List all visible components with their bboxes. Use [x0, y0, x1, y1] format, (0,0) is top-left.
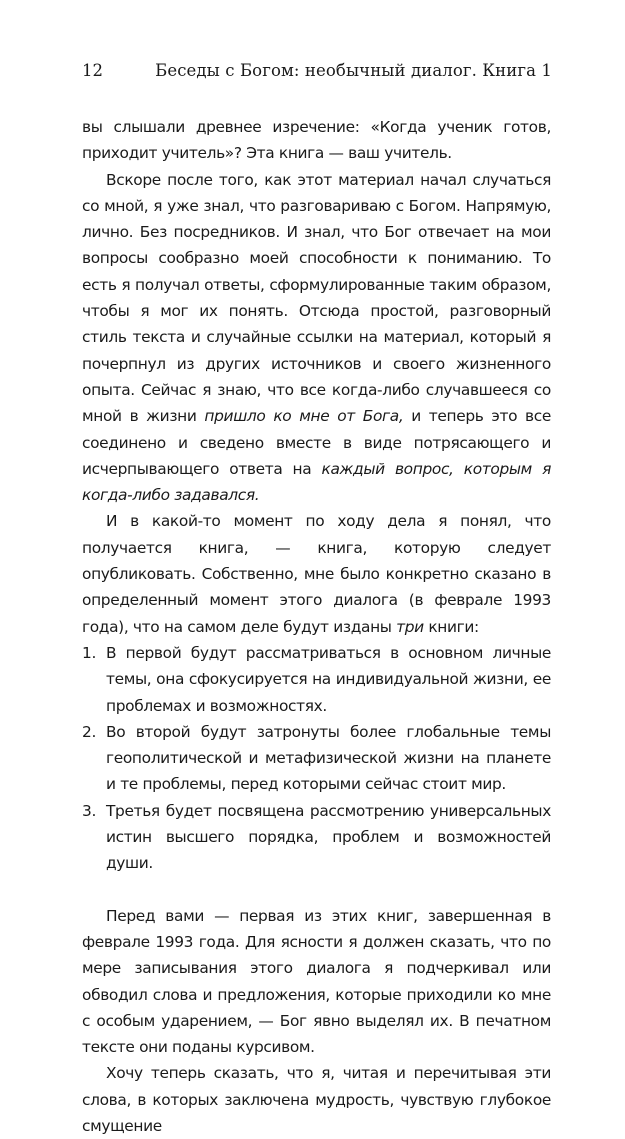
list-item-number: 2.	[82, 722, 96, 741]
page-body	[82, 114, 551, 1139]
paragraph-2-part-b: и теперь это все соединено и сведено вместе в виде потрясающего и исчерпывающего ответа на	[82, 407, 551, 478]
paragraph-3	[82, 508, 551, 639]
list-item-number: 1.	[82, 643, 96, 662]
paragraph-5: Хочу теперь сказать, что я, читая и перечитывая эти слова, в которых заключена мудрость, чувствую глубокое смущение	[82, 1064, 551, 1135]
paragraph-3-emphasis: три	[396, 617, 424, 636]
paragraph-2	[82, 167, 551, 509]
list-item	[82, 719, 551, 798]
list-item	[82, 640, 551, 719]
list-item	[82, 798, 551, 877]
running-header	[82, 58, 552, 84]
paragraph-2-part-a: Вскоре после того, как этот материал начал случаться со мной, я уже знал, что разговариваю с Богом. Напрямую, лично. Без посредников. И знал, что Бог отвечает на мои вопросы сообразно моей способности к пониманию. То есть я получал ответы, сформулированные таким образом, чтобы я мог их понять. Отсюда простой, разговорный стиль текста и случайные ссылки на материал, который я почерпнул из других источников и своего жизненного опыта. Сейчас я знаю, что все когда-либо случавшееся со мной в жизни	[82, 170, 551, 426]
running-title: Беседы с Богом: необычный диалог. Книга 1	[155, 61, 552, 80]
books-list	[82, 640, 551, 877]
list-item-text: Во второй будут затронуты более глобальные темы геополитической и метафизической жизни на планете и те проблемы, перед которыми сейчас стоит мир.	[106, 722, 551, 794]
page-number: 12	[82, 61, 103, 80]
paragraph-2-emphasis-1: пришло ко мне от Бога,	[204, 407, 404, 426]
paragraph-2-emphasis-2: каждый вопрос, которым я когда-либо задавался.	[82, 459, 551, 505]
paragraph-3-part-a: И в какой-то момент по ходу дела я понял, что получается книга, — книга, которую следует опубликовать. Собственно, мне было конкретно сказано в определенный момент этого диалога (в феврале 1993 года), что на самом деле будут изданы	[82, 512, 551, 636]
paragraph-3-part-b: книги:	[423, 617, 479, 636]
list-item-text: Третья будет посвящена рассмотрению универсальных истин высшего порядка, проблем и возможностей души.	[106, 801, 551, 873]
list-item-number: 3.	[82, 801, 96, 820]
paragraph-4: Перед вами — первая из этих книг, завершенная в феврале 1993 года. Для ясности я должен сказать, что по мере записывания этого диалога я подчеркивал или обводил слова и предложения, которые приходили ко мне с особым ударением, — Бог явно выделял их. В печатном тексте они поданы курсивом.	[82, 906, 551, 1057]
list-item-text: В первой будут рассматриваться в основном личные темы, она сфокусируется на индивидуальной жизни, ее проблемах и возможностях.	[106, 643, 551, 715]
paragraph-1: вы слышали древнее изречение: «Когда ученик готов, приходит учитель»? Эта книга — ваш учитель.	[82, 118, 551, 163]
